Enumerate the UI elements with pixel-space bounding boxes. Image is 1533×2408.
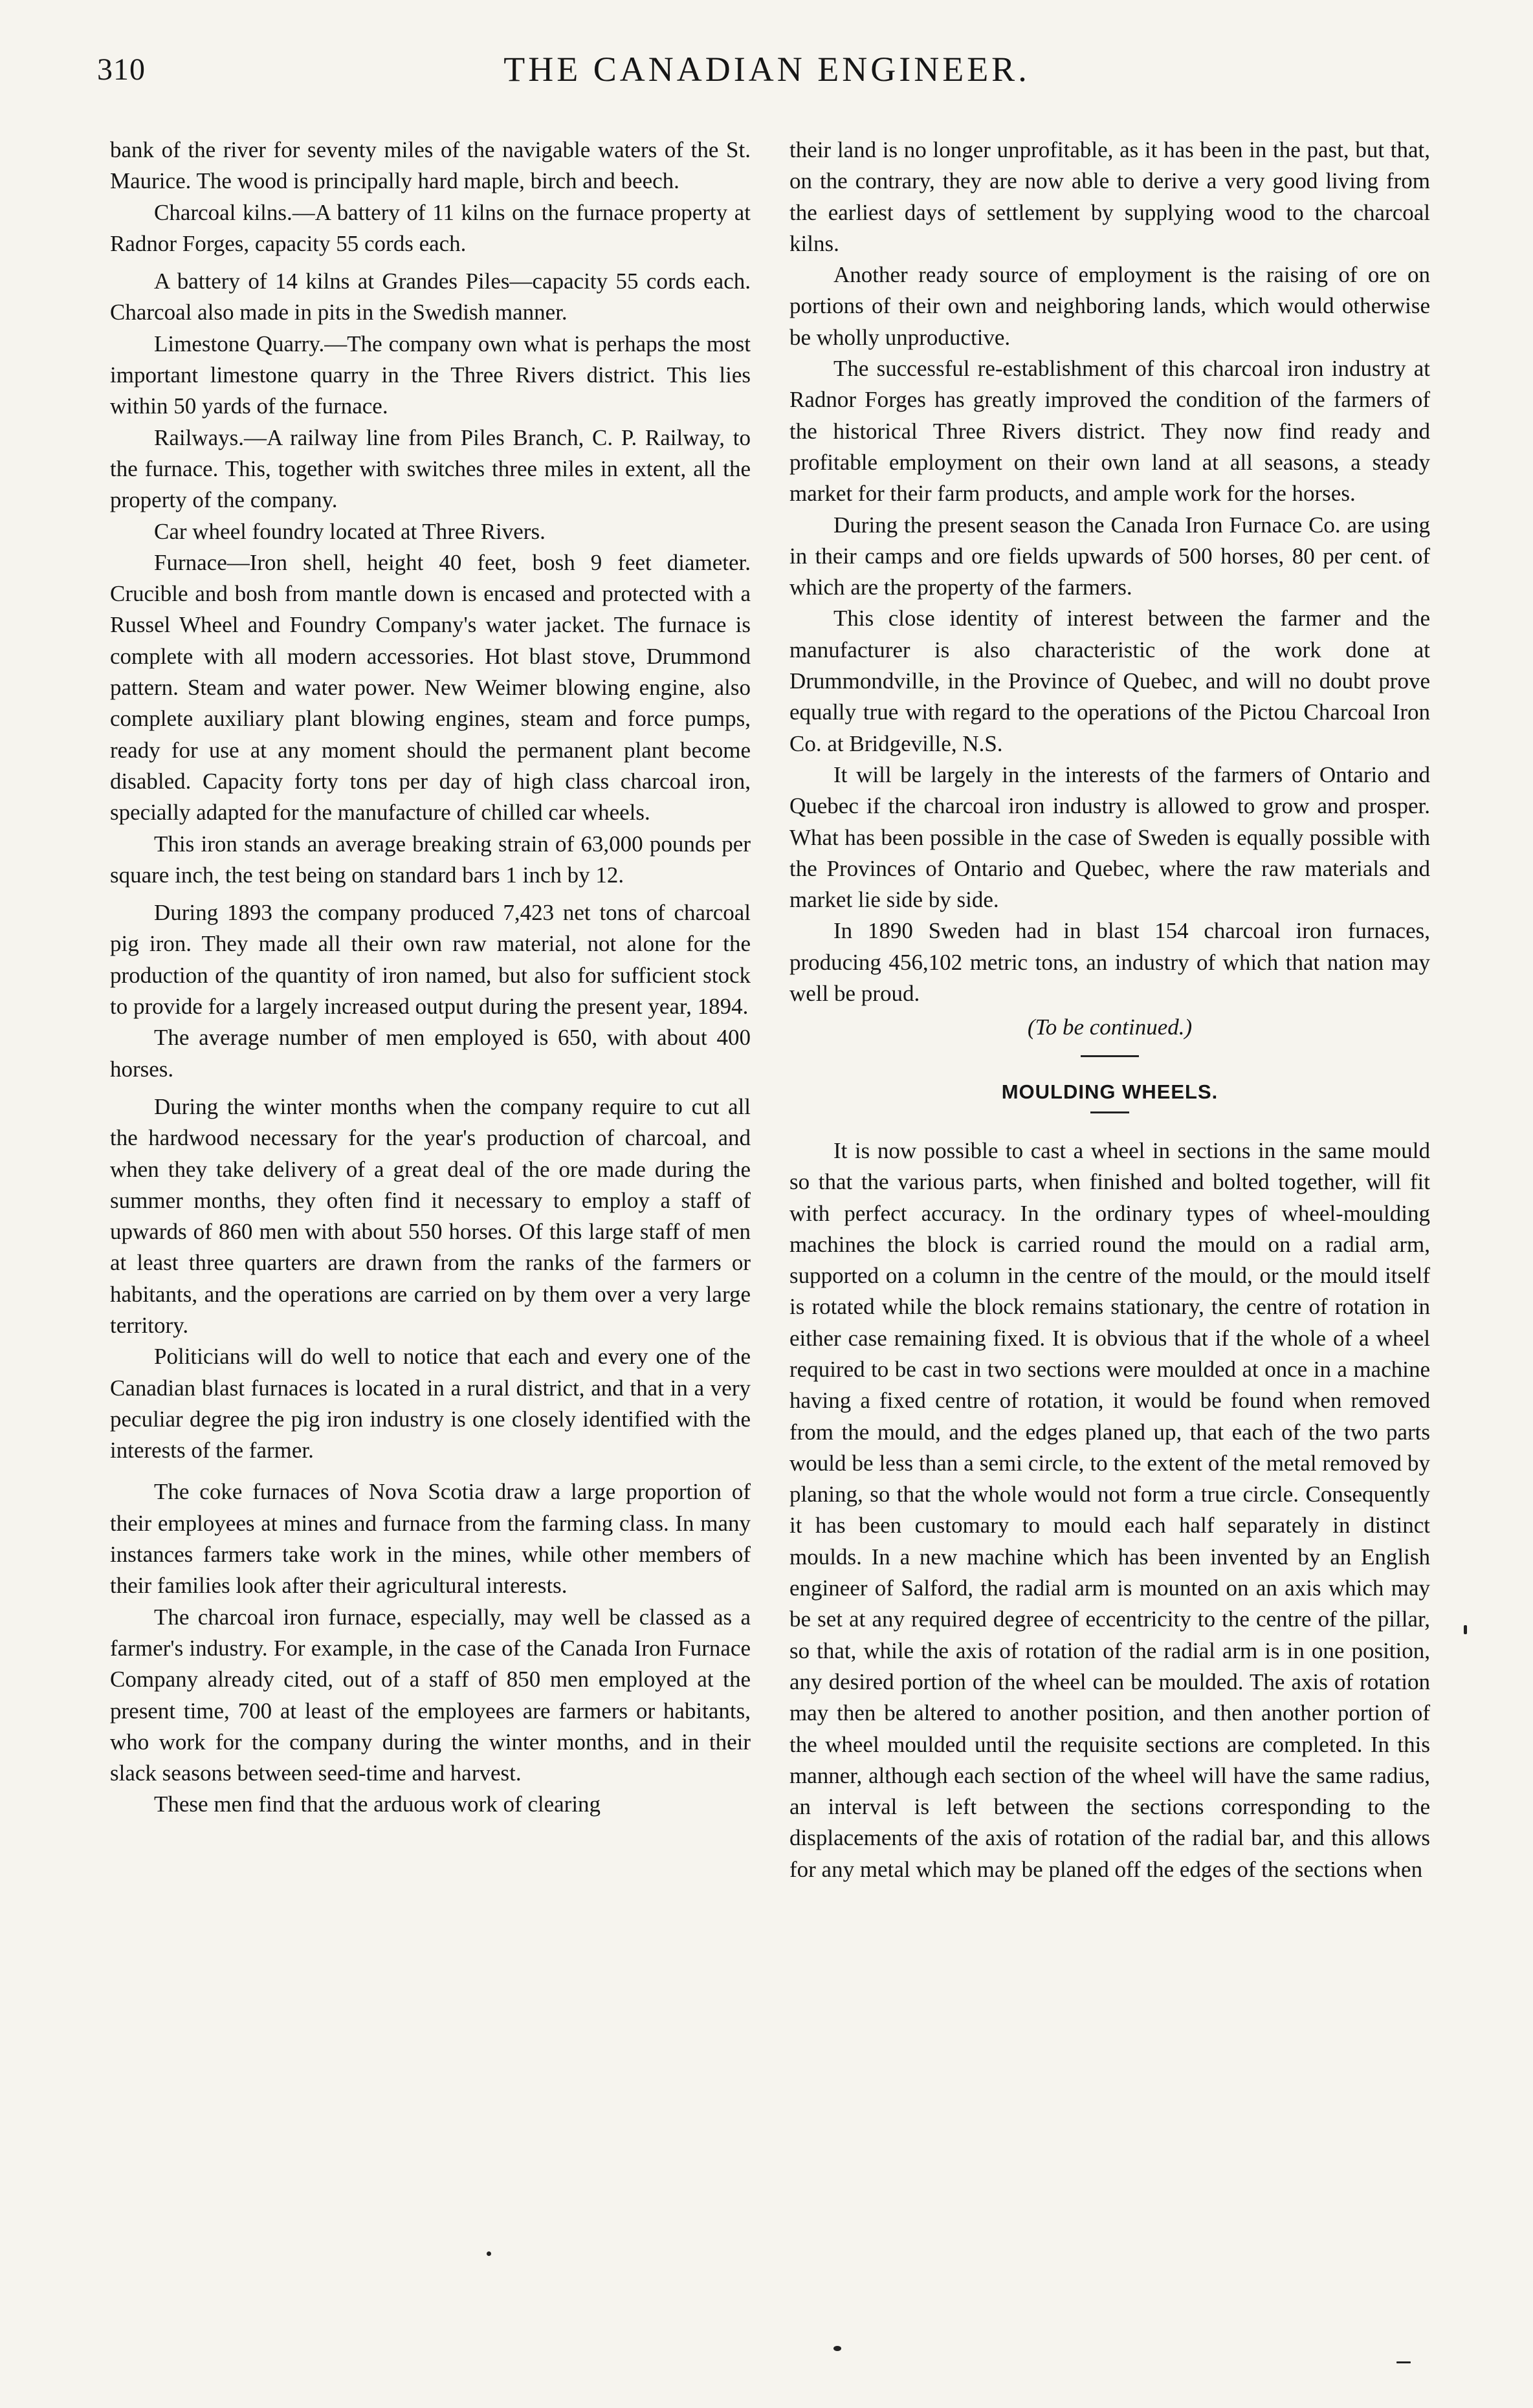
print-speck xyxy=(1464,1625,1467,1634)
paragraph: This iron stands an average breaking strain of 63,000 pounds per square inch, the test being on standard bars 1 inch by 12. xyxy=(110,831,751,888)
page-number: 310 xyxy=(97,52,146,87)
paragraph: It will be largely in the interests of the farmers of Ontario and Quebec if the charcoal iron industry is allowed to grow and prosper. What has been possible in the case of Sweden is equally possible with the Provinces of Ontario and Quebec, where the raw materials and market lie side by side. xyxy=(789,761,1430,913)
paragraph: Politicians will do well to notice that each and every one of the Canadian blast furnaces is located in a rural district, and that in a very peculiar degree the pig iron industry is one closely identified with the interests of the farmer. xyxy=(110,1344,751,1463)
paragraph: The average number of men employed is 650, with about 400 horses. xyxy=(110,1025,751,1082)
paragraph: The coke furnaces of Nova Scotia draw a large proportion of their employees at mines and furnace from the farming class. In many instances farmers take work in the mines, while other members of their families look after their agricultural interests. xyxy=(110,1479,751,1599)
print-speck xyxy=(833,2346,841,2351)
paragraph: Charcoal kilns.—A battery of 11 kilns on the furnace property at Radnor Forges, capacity 55 cords each. xyxy=(110,199,751,256)
divider xyxy=(1081,1055,1139,1057)
paragraph: It is now possible to cast a wheel in sections in the same mould so that the various parts, when finished and bolted together, will fit with perfect accuracy. In the ordinary types of wheel-moulding machines the block is carried round the mould on a radial arm, supported on a column in the centre of the mould, or the mould itself is rotated while the block remains stationary, the centre of rotation in either case remaining fixed. It is obvious that if the whole of a wheel required to be cast in two sections were moulded at once in a machine having a fixed centre of rotation, it would be found when removed from the mould, and the edges planed up, that each of the two parts would be less than a semi circle, to the extent of the metal removed by planing, so that the whole would not form a true circle. Consequently it has been customary to mould each half separately in distinct moulds. In a new machine which has been invented by an English engineer of Salford, the radial arm is mounted on an axis which may be set at any required degree of eccentricity to the centre of the pillar, so that, while the axis of rotation of the radial arm is in one position, any desired portion of the wheel can be moulded. The axis of rotation may then be altered to another position, and then another portion of the wheel moulded until the requisite sections are completed. In this manner, although each section of the wheel will have the same radius, an interval is left between the sections corresponding to the displacements of the axis of rotation of the radial bar, and this allows for any metal which may be planed off the edges of the sections when xyxy=(789,1137,1430,1882)
running-title: THE CANADIAN ENGINEER. xyxy=(503,50,1030,89)
paragraph: During the winter months when the company require to cut all the hardwood necessary for the year's production of charcoal, and when they take delivery of a great deal of the ore made during the summer months, they often find it necessary to employ a staff of upwards of 860 men with about 550 horses. Of this large staff of men at least three quarters are drawn from the ranks of the farmers or habitants, and the operations are carried on by them over a very large territory. xyxy=(110,1093,751,1338)
paragraph: A battery of 14 kilns at Grandes Piles—capacity 55 cords each. Charcoal also made in pits in the Swedish manner. xyxy=(110,268,751,325)
paragraph: During the present season the Canada Iron Furnace Co. are using in their camps and ore fields upwards of 500 horses, 80 per cent. of which are the property of the farmers. xyxy=(789,512,1430,600)
print-speck xyxy=(1396,2361,1411,2363)
paragraph: The charcoal iron furnace, especially, may well be classed as a farmer's industry. For example, in the case of the Canada Iron Furnace Company already cited, out of a staff of 850 men employed at the present time, 700 at least of the employees are farmers or habitants, who work for the company during the winter months, and in their slack seasons between seed-time and harvest. xyxy=(110,1604,751,1786)
section-title: MOULDING WHEELS. xyxy=(1001,1080,1219,1103)
page-header xyxy=(97,45,1437,97)
paragraph: Car wheel foundry located at Three Rivers. xyxy=(154,518,546,544)
paragraph: The successful re-establishment of this charcoal iron industry at Radnor Forges has greatly improved the condition of the farmers of the historical Three Rivers district. They now find ready and profitable employment on their own land at all seasons, a steady market for their farm products, and ample work for the horses. xyxy=(789,356,1430,507)
paragraph: This close identity of interest between the farmer and the manufacturer is also characteristic of the work done at Drummondville, in the Province of Quebec, and will no doubt prove equally true with regard to the operations of the Pictou Charcoal Iron Co. at Bridgeville, N.S. xyxy=(789,606,1430,756)
left-column xyxy=(110,135,751,1821)
paragraph: These men find that the arduous work of clearing xyxy=(154,1791,601,1817)
paragraph: In 1890 Sweden had in blast 154 charcoal iron furnaces, producing 456,102 metric tons, an industry of which that nation may well be proud. xyxy=(789,918,1430,1007)
paragraph: Another ready source of employment is the raising of ore on portions of their own and neighboring lands, which would otherwise be wholly unproductive. xyxy=(789,262,1430,350)
paragraph: During 1893 the company produced 7,423 net tons of charcoal pig iron. They made all their own raw material, not alone for the production of the quantity of iron named, but also for sufficient stock to provide for a largely increased output during the present year, 1894. xyxy=(110,900,751,1020)
right-column xyxy=(789,135,1430,1885)
paragraph: bank of the river for seventy miles of the navigable waters of the St. Maurice. The wood is principally hard maple, birch and beech. xyxy=(110,137,751,194)
paragraph: their land is no longer unprofitable, as it has been in the past, but that, on the contrary, they are now able to derive a very good living from the earliest days of settlement by supplying wood to the charcoal kilns. xyxy=(789,137,1430,256)
paragraph: Furnace—Iron shell, height 40 feet, bosh 9 feet diameter. Crucible and bosh from mantle down is encased and protected with a Russel Wheel and Foundry Company's water jacket. The furnace is complete with all modern accessories. Hot blast stove, Drummond pattern. Steam and water power. New Weimer blowing engine, also complete auxiliary plant blowing engines, steam and force pumps, ready for use at any moment should the permanent plant become disabled. Capacity forty tons per day of high class charcoal iron, specially adapted for the manufacture of chilled car wheels. xyxy=(110,549,751,826)
spacer xyxy=(789,1113,1430,1135)
print-speck xyxy=(487,2251,491,2256)
continued-note: (To be continued.) xyxy=(1027,1014,1193,1040)
paragraph: Limestone Quarry.—The company own what is perhaps the most important limestone quarry in the Three Rivers district. This lies within 50 yards of the furnace. xyxy=(110,331,751,419)
paragraph: Railways.—A railway line from Piles Branch, C. P. Railway, to the furnace. This, together with switches three miles in extent, all the property of the company. xyxy=(110,424,751,513)
